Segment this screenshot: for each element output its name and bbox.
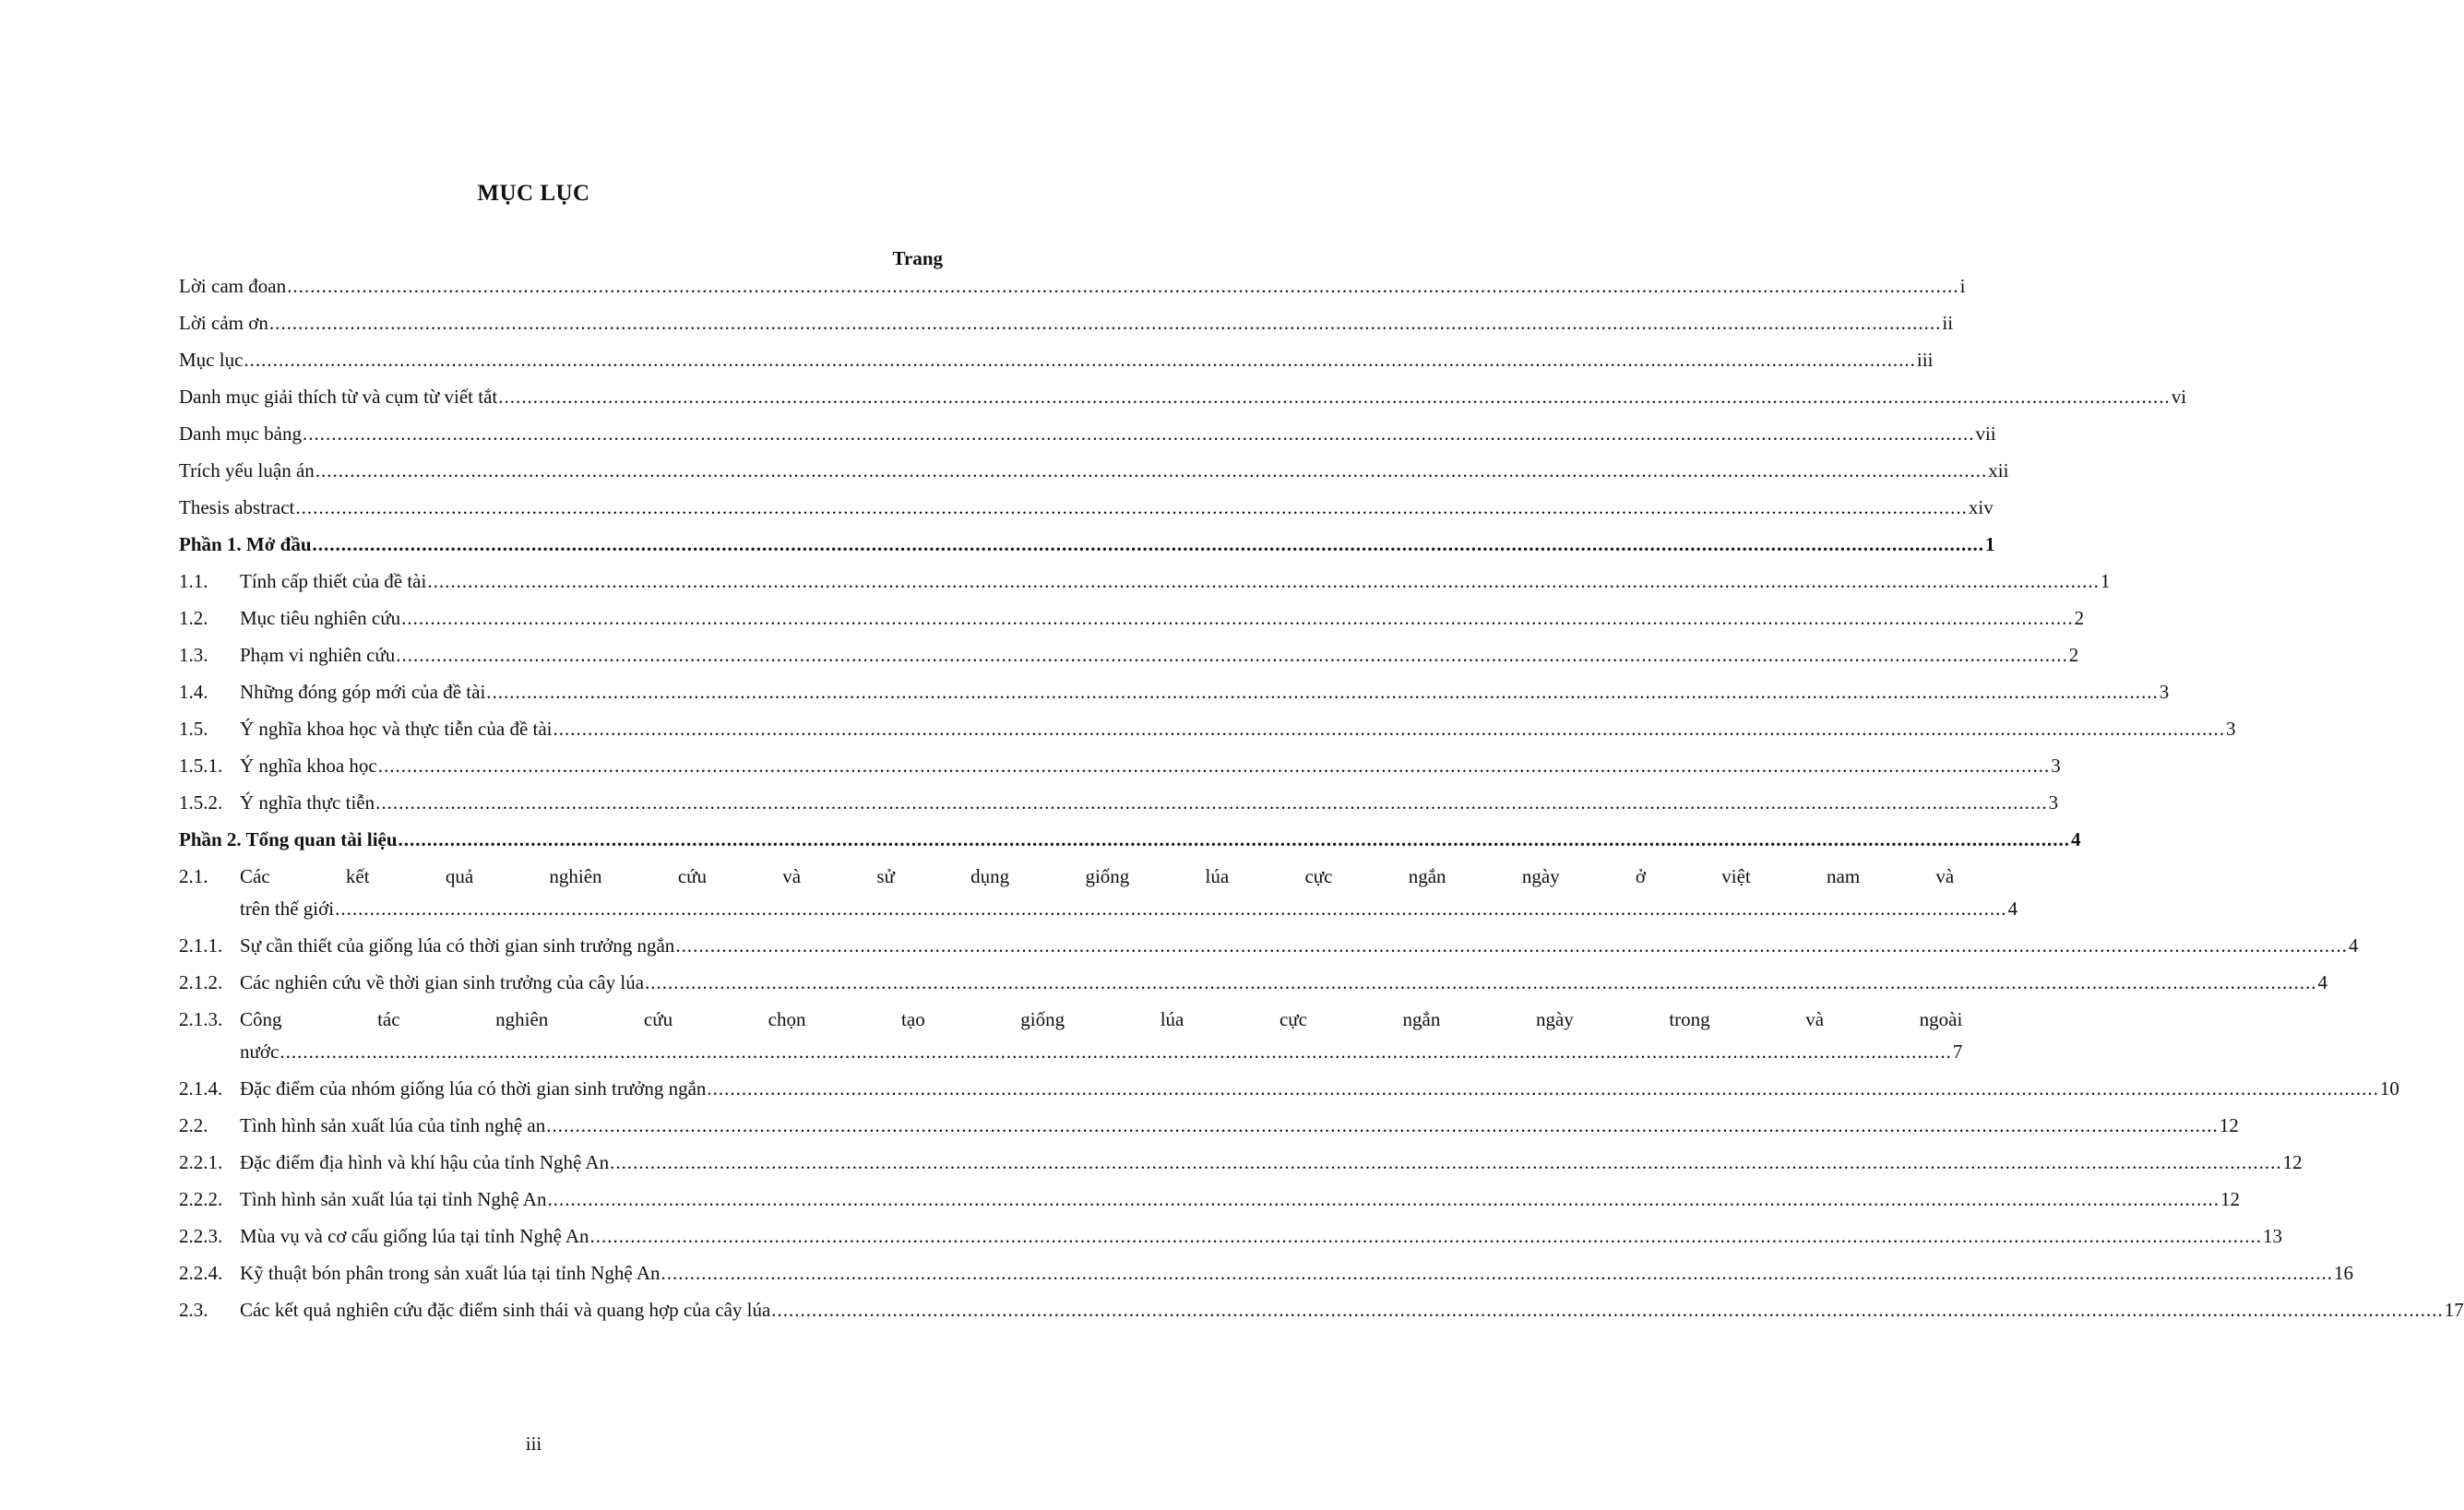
toc-entry-title: Mục lục: [179, 349, 244, 371]
dot-leader: [661, 1257, 2334, 1290]
toc-entry-number: 2.1.: [179, 865, 208, 887]
toc-entry[interactable]: [179, 1110, 2239, 1142]
dot-leader: [378, 750, 2051, 782]
toc-entry-title: Ý nghĩa khoa học và thực tiễn của đề tài: [240, 718, 553, 740]
toc-entry-number: 2.3.: [179, 1299, 208, 1321]
toc-entry[interactable]: [179, 750, 2061, 782]
toc-entry[interactable]: [179, 1183, 2240, 1216]
toc-entry-title: Đặc điểm địa hình và khí hậu của tỉnh Nghệ An: [240, 1151, 610, 1173]
toc-entry-page: 13: [2263, 1225, 2283, 1247]
toc-entry-page: 12: [2219, 1114, 2239, 1136]
toc-entry-title: Đặc điểm của nhóm giống lúa có thời gian sinh trưởng ngắn: [240, 1077, 707, 1100]
toc-entry-title: Lời cảm ơn: [179, 312, 268, 334]
dot-leader: [303, 418, 1975, 450]
toc-entry-title: Các nghiên cứu về thời gian sinh trưởng của cây lúa: [240, 971, 645, 993]
toc-entry[interactable]: [179, 492, 1994, 524]
toc-entry-title: Trích yếu luận án: [179, 459, 315, 482]
toc-entry-number: 1.4.: [179, 681, 208, 703]
toc-entry[interactable]: [179, 676, 2170, 708]
dot-leader: [375, 787, 2048, 819]
toc-entry[interactable]: [179, 967, 2328, 999]
toc-entry[interactable]: [179, 1220, 2283, 1253]
toc-entry-number: 2.1.1.: [179, 934, 223, 957]
dot-leader: [399, 824, 2071, 856]
toc-entry-page: 7: [1952, 1040, 1963, 1063]
toc-entry-title: Phần 1. Mở đầu: [179, 533, 312, 555]
toc-entry-page: 3: [2159, 681, 2170, 703]
toc-entry-page: 17: [2444, 1299, 2464, 1321]
toc-entry-number: 2.1.2.: [179, 971, 223, 993]
toc-entry[interactable]: [179, 529, 1995, 561]
toc-entry-title: Tính cấp thiết của đề tài: [240, 570, 427, 592]
toc-entry-title: Tình hình sản xuất lúa của tỉnh nghệ an: [240, 1114, 546, 1136]
toc-entry-page: 12: [2282, 1151, 2303, 1173]
page-title: MỤC LỤC: [477, 181, 590, 206]
dot-leader: [269, 307, 1942, 339]
toc-entry-title: Các kết quả nghiên cứu đặc điểm sinh thái và quang hợp của cây lúa: [240, 1299, 771, 1321]
toc-entry-title: Các kết quả nghiên cứu và sử dụng giống lúa cực ngắn ngày ở việt nam và: [240, 865, 1955, 887]
toc-entry-title: Thesis abstract: [179, 496, 295, 518]
toc-entry-title: Phần 2. Tổng quan tài liệu: [179, 828, 398, 850]
toc-entry-number: 2.1.3.: [179, 1008, 223, 1030]
toc-entry[interactable]: [179, 307, 1954, 339]
toc-entry-page: 2: [2068, 644, 2079, 666]
toc-entry-page: ii: [1942, 312, 1954, 334]
toc-entry-title: Mùa vụ và cơ cấu giống lúa tại tỉnh Nghệ An: [240, 1225, 589, 1247]
toc-entry[interactable]: [179, 824, 2081, 856]
dot-leader: [427, 565, 2100, 598]
dot-leader: [610, 1147, 2282, 1179]
toc-entry-page: vii: [1975, 422, 1996, 445]
toc-entry-page: 4: [2348, 934, 2359, 957]
toc-entry[interactable]: [179, 418, 1996, 450]
footer-page-number: iii: [525, 1433, 542, 1455]
dot-leader: [498, 381, 2171, 413]
toc-entry-number: 1.5.: [179, 718, 208, 740]
toc-entry-page: 4: [2071, 828, 2081, 850]
toc-entry-title: Sự cần thiết của giống lúa có thời gian sinh trưởng ngắn: [240, 934, 675, 957]
toc-entry[interactable]: [179, 861, 2018, 925]
toc-entry[interactable]: [179, 344, 1934, 376]
dot-leader: [335, 893, 2007, 925]
toc-entry-page: 3: [2048, 791, 2059, 814]
dot-leader: [280, 1036, 1952, 1068]
toc-entry-page: 1: [2100, 570, 2111, 592]
toc-entry[interactable]: [179, 1294, 2464, 1326]
toc-entry-title: Những đóng góp mới của đề tài: [240, 681, 486, 703]
toc-entry[interactable]: [179, 930, 2359, 962]
toc-entry-number: 2.2.3.: [179, 1225, 223, 1247]
toc-entry-title: Mục tiêu nghiên cứu: [240, 607, 401, 629]
toc-entry[interactable]: [179, 270, 1966, 303]
dot-leader: [486, 676, 2159, 708]
toc-entry-number: 2.2.: [179, 1114, 208, 1136]
toc-entry-number: 2.2.2.: [179, 1188, 223, 1210]
toc-entry-number: 2.1.4.: [179, 1077, 223, 1100]
toc-entry-title: Ý nghĩa thực tiễn: [240, 791, 375, 814]
toc-entry-number: 1.3.: [179, 644, 208, 666]
toc-entry-page: xii: [1988, 459, 2009, 482]
toc-entry[interactable]: [179, 1147, 2303, 1179]
dot-leader: [295, 492, 1968, 524]
dot-leader: [313, 529, 1985, 561]
table-of-contents: [179, 270, 2464, 1331]
toc-entry-title: Kỹ thuật bón phân trong sản xuất lúa tại tỉnh Nghệ An: [240, 1262, 661, 1284]
toc-entry[interactable]: [179, 787, 2059, 819]
toc-entry-page: iii: [1916, 349, 1934, 371]
toc-entry-number: 1.1.: [179, 570, 208, 592]
toc-entry-title: Danh mục bảng: [179, 422, 302, 445]
toc-entry-title: Ý nghĩa khoa học: [240, 755, 377, 777]
toc-entry-title: Phạm vi nghiên cứu: [240, 644, 396, 666]
dot-leader: [554, 713, 2226, 745]
toc-entry-number: 1.5.2.: [179, 791, 223, 814]
toc-entry-page: i: [1959, 275, 1966, 297]
toc-entry-title: Tình hình sản xuất lúa tại tỉnh Nghệ An: [240, 1188, 547, 1210]
toc-entry-page: 3: [2226, 718, 2236, 740]
toc-entry-page: vi: [2171, 386, 2187, 408]
dot-leader: [401, 602, 2074, 635]
toc-entry-title: Công tác nghiên cứu chọn tạo giống lúa cực ngắn ngày trong và ngoài: [240, 1008, 1963, 1030]
dot-leader: [287, 270, 1959, 303]
dot-leader: [645, 967, 2317, 999]
toc-entry[interactable]: [179, 565, 2111, 598]
dot-leader: [396, 639, 2068, 672]
toc-entry-title-continued: trên thế giới: [240, 898, 335, 920]
toc-entry-page: 1: [1985, 533, 1995, 555]
dot-leader: [547, 1183, 2220, 1216]
toc-entry-title-continued: nước: [240, 1040, 280, 1063]
dot-leader: [707, 1073, 2379, 1105]
toc-entry-number: 2.2.1.: [179, 1151, 223, 1173]
toc-entry[interactable]: [179, 1004, 1963, 1068]
toc-entry-title: Lời cam đoan: [179, 275, 287, 297]
toc-entry-number: 1.5.1.: [179, 755, 223, 777]
toc-entry-page: 12: [2220, 1188, 2240, 1210]
toc-entry-page: xiv: [1968, 496, 1994, 518]
dot-leader: [675, 930, 2348, 962]
page-column-header: Trang: [892, 247, 943, 269]
toc-entry-title: Danh mục giải thích từ và cụm từ viết tắt: [179, 386, 498, 408]
toc-entry-page: 4: [2007, 898, 2018, 920]
dot-leader: [771, 1294, 2444, 1326]
toc-entry[interactable]: [179, 639, 2079, 672]
dot-leader: [244, 344, 1916, 376]
toc-entry[interactable]: [179, 602, 2085, 635]
toc-entry-page: 10: [2379, 1077, 2399, 1100]
toc-entry[interactable]: [179, 713, 2236, 745]
toc-entry-number: 1.2.: [179, 607, 208, 629]
toc-entry-page: 2: [2074, 607, 2085, 629]
dot-leader: [546, 1110, 2219, 1142]
toc-entry[interactable]: [179, 1257, 2354, 1290]
toc-entry[interactable]: [179, 1073, 2399, 1105]
dot-leader: [315, 455, 1988, 487]
toc-entry-number: 2.2.4.: [179, 1262, 223, 1284]
toc-entry-page: 4: [2317, 971, 2328, 993]
toc-entry-page: 16: [2334, 1262, 2354, 1284]
dot-leader: [590, 1220, 2263, 1253]
toc-entry[interactable]: [179, 455, 2009, 487]
toc-entry-page: 3: [2051, 755, 2061, 777]
toc-entry[interactable]: [179, 381, 2187, 413]
